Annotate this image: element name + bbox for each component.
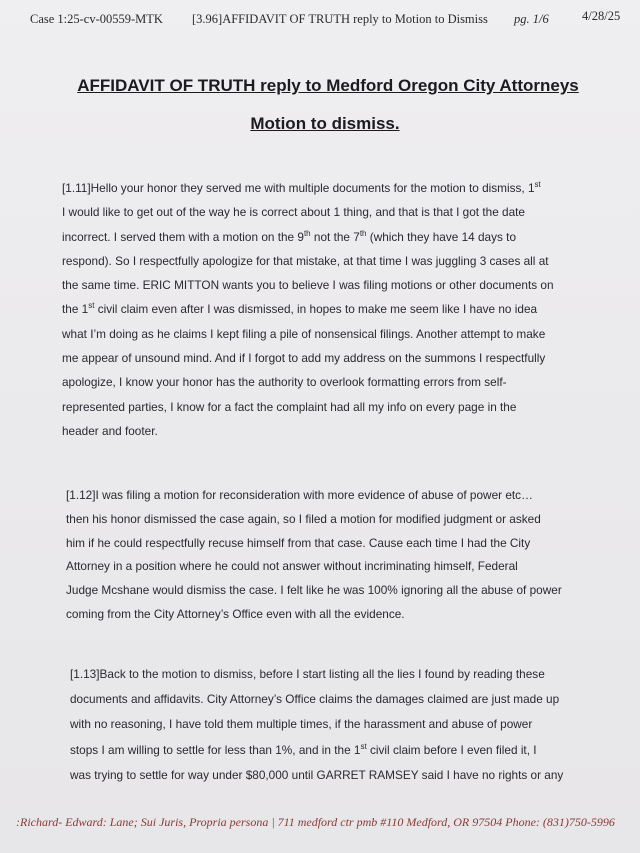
text-run: not the 7 <box>310 229 360 244</box>
superscript: th <box>303 228 311 238</box>
paragraph-line <box>62 273 554 297</box>
superscript: st <box>360 741 367 751</box>
text-run: civil claim even after I was dismissed, in hopes to make me seem like I have no idea <box>94 302 538 317</box>
paragraph-line <box>62 370 554 394</box>
text-run: [1.12]I was filing a motion for reconsideration with more evidence of abuse of power etc… <box>66 488 533 502</box>
paragraph-line <box>66 532 562 556</box>
text-run: coming from the City Attorney’s Office even with all the evidence. <box>66 606 405 621</box>
text-run: the same time. ERIC MITTON wants you to believe I was filing motions or other documents on <box>62 278 554 293</box>
text-run: stops I am willing to settle for less than 1%, and in the 1 <box>70 742 361 757</box>
paragraph-line <box>62 176 554 200</box>
paragraph-1-11 <box>62 176 554 443</box>
text-run: was trying to settle for way under $80,000 until GARRET RAMSEY said I have no rights or any <box>70 767 564 782</box>
text-run: represented parties, I know for a fact the complaint had all my info on every page in the <box>62 399 517 414</box>
text-run: the 1 <box>62 302 89 317</box>
paragraph-line <box>62 297 554 321</box>
text-run: then his honor dismissed the case again, so I filed a motion for modified judgment or asked <box>66 511 541 526</box>
paragraph-line <box>70 687 563 712</box>
paragraph-line <box>62 249 554 273</box>
paragraph-line <box>62 395 554 419</box>
superscript: st <box>534 180 541 190</box>
document-title-line-1: AFFIDAVIT OF TRUTH reply to Medford Oregon City Attorneys <box>77 76 579 95</box>
footer-contact-info: :Richard- Edward: Lane; Sui Juris, Propria persona | 711 medford ctr pmb #110 Medford, OR 97504 Phone: (831)750-5996 <box>16 815 615 829</box>
paragraph-line <box>66 555 562 579</box>
text-run: what I’m doing as he claims I kept filing a pile of nonsensical filings. Another attempt to make <box>62 326 546 341</box>
header-page-number: pg. 1/6 <box>514 12 549 26</box>
paragraph-line <box>62 200 554 224</box>
paragraph-1-13 <box>70 662 563 788</box>
document-title-line-2: Motion to dismiss. <box>250 114 400 133</box>
paragraph-line <box>70 738 563 763</box>
text-run: (which they have 14 days to <box>366 229 517 244</box>
paragraph-line <box>66 484 562 508</box>
text-run: documents and affidavits. City Attorney’s Office claims the damages claimed are just made up <box>70 692 560 707</box>
text-run: respond). So I respectfully apologize for that mistake, at that time I was juggling 3 cases all at <box>62 253 549 268</box>
paragraph-line <box>62 419 554 443</box>
text-run: I would like to get out of the way he is correct about 1 thing, and that is that I got the date <box>62 205 525 220</box>
header-case-number: Case 1:25-cv-00559-MTK <box>30 12 163 26</box>
text-run: with no reasoning, I have told them multiple times, if the harassment and abuse of power <box>70 717 533 732</box>
paragraph-1-12 <box>66 484 562 627</box>
paragraph-line <box>62 322 554 346</box>
text-run: Judge Mcshane would dismiss the case. I felt like he was 100% ignoring all the abuse of power <box>66 583 562 598</box>
text-run: incorrect. I served them with a motion on the 9 <box>62 229 304 244</box>
header-date: 4/28/25 <box>582 9 621 23</box>
paragraph-line <box>66 603 562 627</box>
text-run: me appear of unsound mind. And if I forgot to add my address on the summons I respectfully <box>62 351 546 366</box>
text-run: apologize, I know your honor has the authority to overlook formatting errors from self- <box>62 375 507 390</box>
paragraph-line <box>66 579 562 603</box>
header-document-title: [3.96]AFFIDAVIT OF TRUTH reply to Motion to Dismiss <box>192 12 488 26</box>
text-run: header and footer. <box>62 423 158 438</box>
paragraph-line <box>62 346 554 370</box>
text-run: civil claim before I even filed it, I <box>366 742 537 757</box>
superscript: st <box>88 301 95 311</box>
paragraph-line <box>70 763 563 788</box>
text-run: him if he could respectfully recuse himself from that case. Cause each time I had the City <box>66 535 531 550</box>
paragraph-line <box>66 508 562 532</box>
superscript: th <box>359 228 367 238</box>
paragraph-line <box>70 662 563 687</box>
text-run: [1.13]Back to the motion to dismiss, before I start listing all the lies I found by reading these <box>70 667 545 681</box>
text-run: [1.11]Hello your honor they served me with multiple documents for the motion to dismiss, 1 <box>62 181 535 195</box>
paragraph-line <box>62 225 554 249</box>
paragraph-line <box>70 712 563 737</box>
text-run: Attorney in a position where he could not answer without incriminating himself, Federal <box>66 559 518 574</box>
